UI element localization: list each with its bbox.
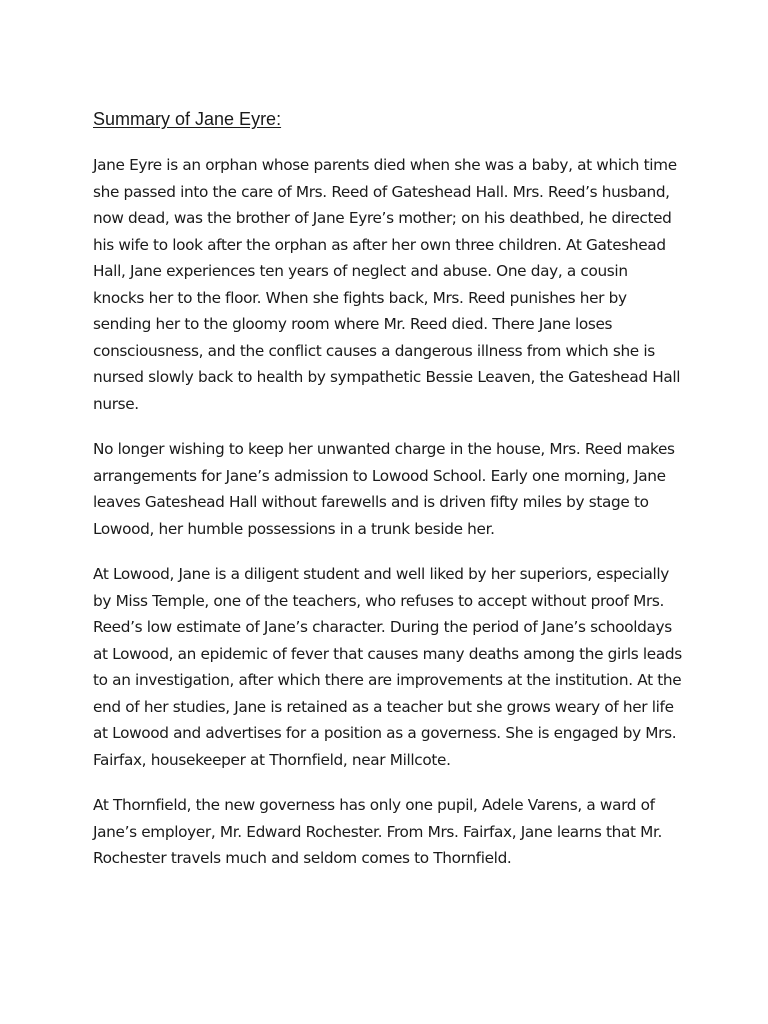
paragraph-thornfield: At Thornfield, the new governess has only one pupil, Adele Varens, a ward of Jane’s employer, Mr. Edward Rochester. From Mrs. Fairfax, Jane learns that Mr. Rochester travels much and seldom comes to Thornfield. bbox=[93, 796, 663, 867]
document-title: Summary of Jane Eyre: bbox=[93, 109, 282, 129]
paragraph-departure: No longer wishing to keep her unwanted charge in the house, Mrs. Reed makes arrangements for Jane’s admission to Lowood School. Early one morning, Jane leaves Gateshead Hall without farewells and is driven fifty miles by stage to Lowood, her humble possessions in a trunk beside her. bbox=[93, 440, 675, 538]
document-page bbox=[93, 104, 683, 891]
paragraph-lowood: At Lowood, Jane is a diligent student and well liked by her superiors, especially by Miss Temple, one of the teachers, who refuses to accept without proof Mrs. Reed’s low estimate of Jane’s character. During the period of Jane’s schooldays at Lowood, an epidemic of fever that causes many deaths among the girls leads to an investigation, after which there are improvements at the institution. At the end of her studies, Jane is retained as a teacher but she grows weary of her life at Lowood and advertises for a position as a governess. She is engaged by Mrs. Fairfax, housekeeper at Thornfield, near Millcote. bbox=[93, 565, 682, 769]
paragraph-gateshead: Jane Eyre is an orphan whose parents died when she was a baby, at which time she passed into the care of Mrs. Reed of Gateshead Hall. Mrs. Reed’s husband, now dead, was the brother of Jane Eyre’s mother; on his deathbed, he directed his wife to look after the orphan as after her own three children. At Gateshead Hall, Jane experiences ten years of neglect and abuse. One day, a cousin knocks her to the floor. When she fights back, Mrs. Reed punishes her by sending her to the gloomy room where Mr. Reed died. There Jane loses consciousness, and the conflict causes a dangerous illness from which she is nursed slowly back to health by sympathetic Bessie Leaven, the Gateshead Hall nurse. bbox=[93, 156, 681, 413]
